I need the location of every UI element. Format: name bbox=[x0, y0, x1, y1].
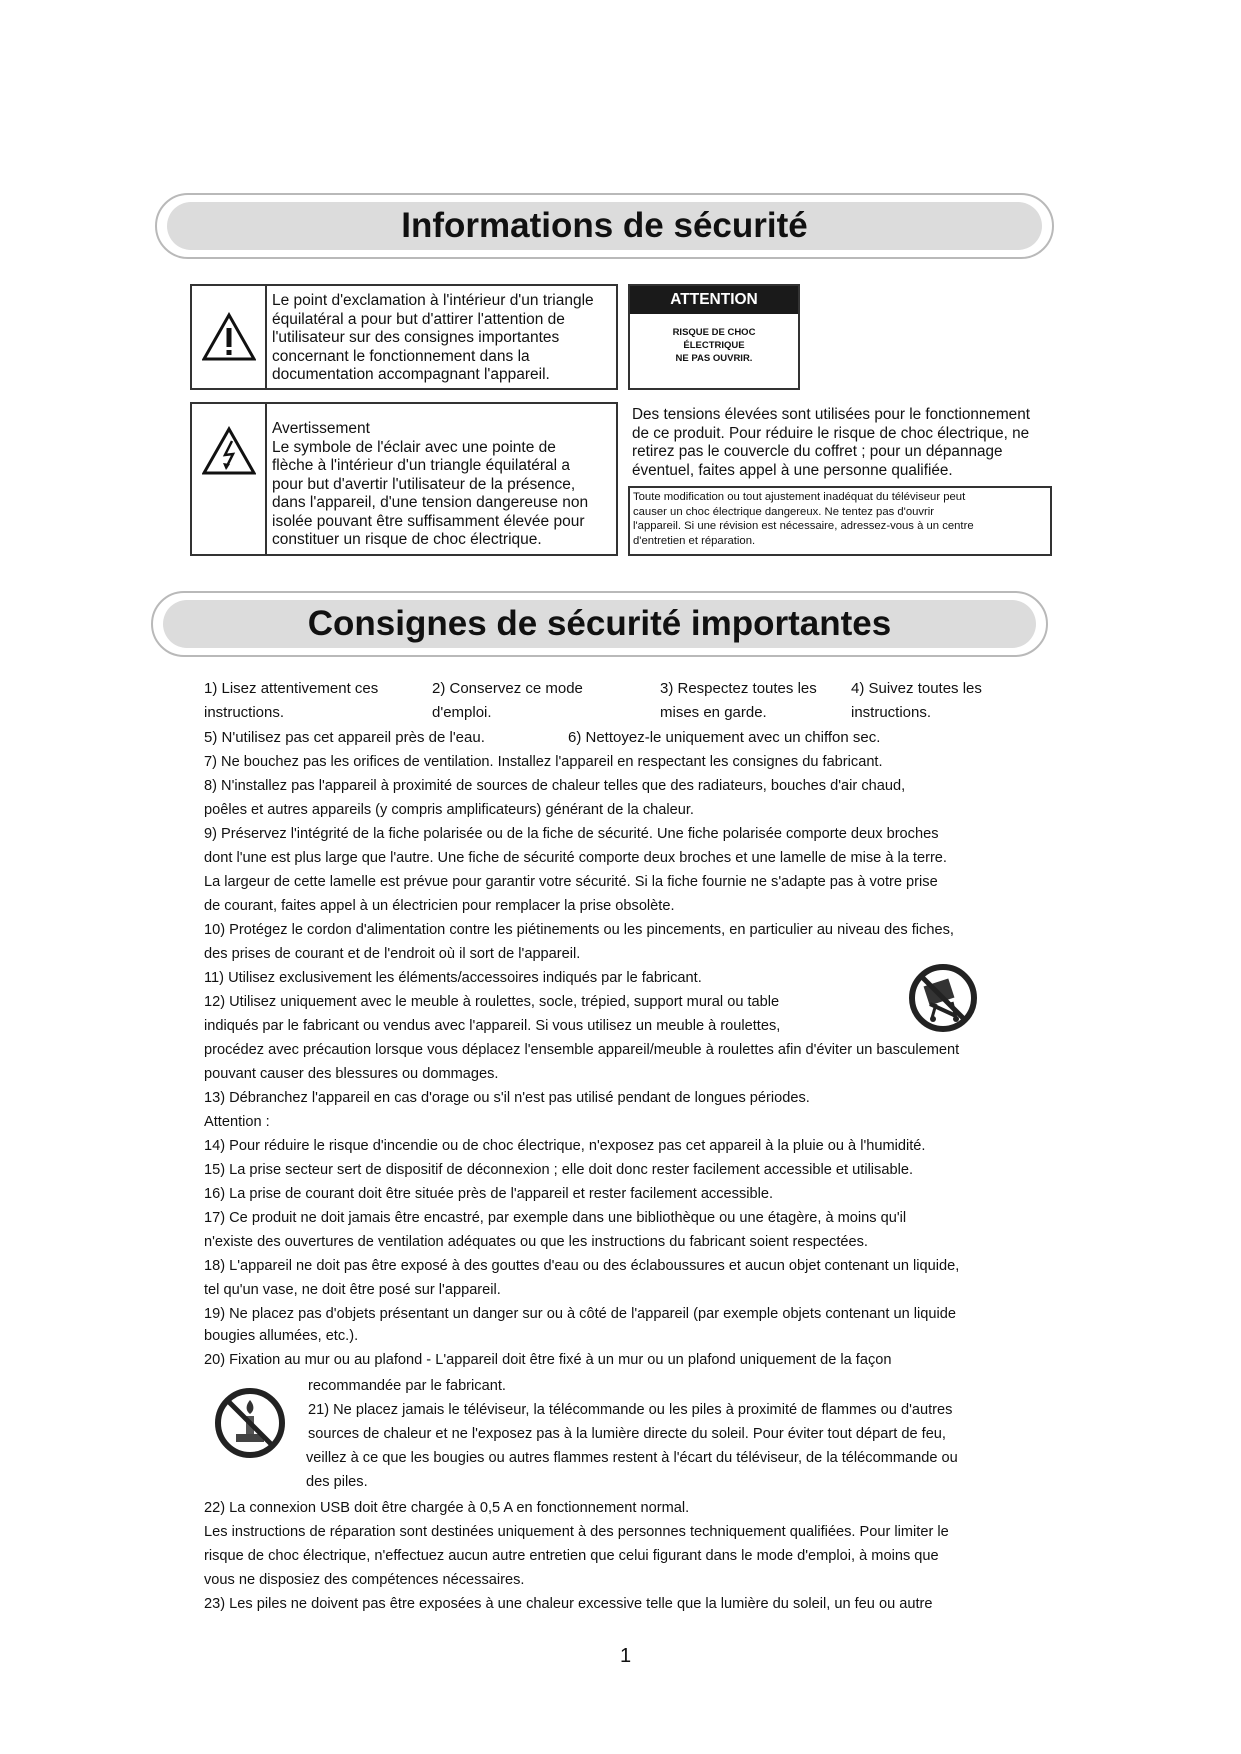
text-line: d'entretien et réparation. bbox=[633, 534, 756, 547]
high-voltage-text bbox=[632, 406, 1052, 480]
text-line: RISQUE DE CHOC bbox=[672, 327, 756, 338]
text-line: retirez pas le couvercle du coffret ; pour un dépannage bbox=[632, 443, 1003, 460]
icon-cell bbox=[192, 404, 267, 554]
text-line: des prises de courant et de l'endroit où il sort de l'appareil. bbox=[204, 946, 581, 962]
text-line: veillez à ce que les bougies ou autres flammes restent à l'écart du téléviseur, de la télécommande ou bbox=[306, 1450, 958, 1466]
text-line: 21) Ne placez jamais le téléviseur, la télécommande ou les piles à proximité de flammes ou d'autres bbox=[308, 1402, 953, 1418]
text-line: NE PAS OUVRIR. bbox=[675, 353, 753, 364]
text-line: Avertissement bbox=[272, 420, 370, 437]
text-line: 11) Utilisez exclusivement les éléments/accessoires indiqués par le fabricant. bbox=[204, 970, 702, 986]
text-line: risque de choc électrique, n'effectuez aucun autre entretien que celui figurant dans le mode d'emploi, à moins que bbox=[204, 1548, 939, 1564]
text-line: l'utilisateur sur des consignes importantes bbox=[272, 329, 560, 346]
text-line: 8) N'installez pas l'appareil à proximité de sources de chaleur telles que des radiateurs, bouches d'air chaud, bbox=[204, 778, 906, 794]
list-item: 3) Respectez toutes les mises en garde. bbox=[660, 680, 817, 721]
text-line: l'appareil. Si une révision est nécessaire, adressez-vous à un centre bbox=[633, 520, 974, 532]
text-line: pouvant causer des blessures ou dommages. bbox=[204, 1066, 499, 1082]
text-line: n'existe des ouvertures de ventilation adéquates ou que les instructions du fabricant soient respectées. bbox=[204, 1234, 868, 1250]
text-line: bougies allumées, etc.). bbox=[204, 1328, 359, 1344]
text-line: dont l'une est plus large que l'autre. Une fiche de sécurité comporte deux broches et une lamelle de mise à la terre. bbox=[204, 850, 947, 866]
text-line: 23) Les piles ne doivent pas être exposées à une chaleur excessive telle que la lumière du soleil, un feu ou autre bbox=[204, 1596, 933, 1612]
section-title-bar bbox=[151, 591, 1048, 657]
icon-cell bbox=[192, 286, 267, 388]
exclamation-text bbox=[272, 292, 610, 385]
text-line: flèche à l'intérieur d'un triangle équilatéral a bbox=[272, 457, 571, 474]
text-line: 14) Pour réduire le risque d'incendie ou de choc électrique, n'exposez pas cet appareil à la pluie ou à l'humidité. bbox=[204, 1138, 926, 1154]
list-item: 2) Conservez ce mode d'emploi. bbox=[432, 680, 583, 721]
text-line: 22) La connexion USB doit être chargée à 0,5 A en fonctionnement normal. bbox=[204, 1500, 690, 1516]
attention-body bbox=[630, 326, 798, 365]
lightning-text bbox=[272, 420, 610, 550]
section-title-bar bbox=[155, 193, 1054, 259]
text-line: 16) La prise de courant doit être située près de l'appareil et rester facilement accessible. bbox=[204, 1186, 774, 1202]
text-line: documentation accompagnant l'appareil. bbox=[272, 366, 550, 383]
text-line: 20) Fixation au mur ou au plafond - L'appareil doit être fixé à un mur ou un plafond uniquement de la façon bbox=[204, 1352, 892, 1368]
text-line: sources de chaleur et ne l'exposez pas à la lumière directe du soleil. Pour éviter tout départ de feu, bbox=[308, 1426, 946, 1442]
text-line: concernant le fonctionnement dans la bbox=[272, 347, 530, 365]
text-line: 15) La prise secteur sert de dispositif de déconnexion ; elle doit donc rester facilement accessible et utilisable. bbox=[204, 1162, 913, 1178]
lightning-info-box bbox=[190, 402, 618, 556]
attention-header: ATTENTION bbox=[630, 286, 798, 314]
list-item: 4) Suivez toutes les instructions. bbox=[851, 680, 982, 721]
text-line: 13) Débranchez l'appareil en cas d'orage ou s'il n'est pas utilisé pendant de longues périodes. bbox=[204, 1090, 810, 1106]
text-line: tel qu'un vase, ne doit être posé sur l'appareil. bbox=[204, 1282, 501, 1298]
text-line: causer un choc électrique dangereux. Ne tentez pas d'ouvrir bbox=[633, 505, 935, 518]
text-line: recommandée par le fabricant. bbox=[308, 1378, 506, 1394]
text-line: 18) L'appareil ne doit pas être exposé à des gouttes d'eau ou des éclaboussures et aucun objet contenant un liquide, bbox=[204, 1258, 960, 1274]
text-line: indiqués par le fabricant ou vendus avec l'appareil. Si vous utilisez un meuble à roulettes, bbox=[204, 1018, 781, 1034]
text-line: Attention : bbox=[204, 1114, 270, 1130]
section-title: Consignes de sécurité importantes bbox=[307, 604, 892, 643]
text-line: procédez avec précaution lorsque vous déplacez l'ensemble appareil/meuble à roulettes afin d'éviter un basculement bbox=[204, 1042, 960, 1058]
text-line: Toute modification ou tout ajustement inadéquat du téléviseur peut bbox=[633, 491, 966, 503]
text-line: vous ne disposiez des compétences nécessaires. bbox=[204, 1572, 525, 1588]
text-line: 19) Ne placez pas d'objets présentant un danger sur ou à côté de l'appareil (par exemple objets contenant un liquide bbox=[204, 1306, 956, 1322]
attention-box bbox=[628, 284, 800, 390]
page-number: 1 bbox=[620, 1645, 632, 1667]
text-line: des piles. bbox=[306, 1474, 368, 1490]
text-line: 7) Ne bouchez pas les orifices de ventilation. Installez l'appareil en respectant les consignes du fabricant. bbox=[204, 754, 883, 770]
text-line: 12) Utilisez uniquement avec le meuble à roulettes, socle, trépied, support mural ou table bbox=[204, 994, 780, 1010]
text-line: 9) Préservez l'intégrité de la fiche polarisée ou de la fiche de sécurité. Une fiche polarisée comporte deux broches bbox=[204, 826, 939, 842]
exclamation-triangle-icon bbox=[202, 312, 256, 362]
text-line: Le symbole de l'éclair avec une pointe de bbox=[272, 438, 556, 456]
no-open-flame-icon bbox=[212, 1386, 288, 1460]
text-line: La largeur de cette lamelle est prévue pour garantir votre sécurité. Si la fiche fournie ne s'adapte pas à votre prise bbox=[204, 874, 938, 890]
text-line: de courant, faites appel à un électricien pour remplacer la prise obsolète. bbox=[204, 898, 675, 914]
text-line: Les instructions de réparation sont destinées uniquement à des personnes techniquement qualifiées. Pour limiter le bbox=[204, 1524, 949, 1540]
modification-box bbox=[628, 486, 1052, 556]
list-item: 6) Nettoyez-le uniquement avec un chiffon sec. bbox=[568, 729, 881, 746]
list-item: 5) N'utilisez pas cet appareil près de l'eau. bbox=[204, 729, 485, 746]
exclamation-info-box bbox=[190, 284, 618, 390]
text-line: dans l'appareil, d'une tension dangereuse non bbox=[272, 494, 589, 511]
text-line: Des tensions élevées sont utilisées pour le fonctionnement bbox=[632, 406, 1030, 423]
text-line: de ce produit. Pour réduire le risque de choc électrique, ne bbox=[632, 424, 1030, 442]
text-line: ÉLECTRIQUE bbox=[683, 340, 745, 351]
text-line: isolée pouvant être suffisamment élevée pour bbox=[272, 512, 585, 530]
text-line: éventuel, faites appel à une personne qualifiée. bbox=[632, 461, 953, 479]
modification-text bbox=[633, 490, 974, 548]
text-line: équilatéral a pour but d'attirer l'attention de bbox=[272, 310, 565, 328]
lightning-triangle-icon bbox=[202, 426, 256, 476]
list-item: 1) Lisez attentivement ces instructions. bbox=[204, 680, 379, 721]
text-line: 10) Protégez le cordon d'alimentation contre les piétinements ou les pincements, en particulier au niveau des fiches, bbox=[204, 922, 954, 938]
text-line: constituer un risque de choc électrique. bbox=[272, 531, 542, 548]
text-line: 17) Ce produit ne doit jamais être encastré, par exemple dans une bibliothèque ou une étagère, à moins qu'il bbox=[204, 1210, 907, 1226]
text-line: Le point d'exclamation à l'intérieur d'un triangle bbox=[272, 292, 594, 309]
text-line: poêles et autres appareils (y compris amplificateurs) générant de la chaleur. bbox=[204, 802, 694, 818]
text-line: pour but d'avertir l'utilisateur de la présence, bbox=[272, 475, 576, 493]
section-title: Informations de sécurité bbox=[401, 206, 808, 245]
no-cart-tipover-icon bbox=[906, 962, 980, 1034]
